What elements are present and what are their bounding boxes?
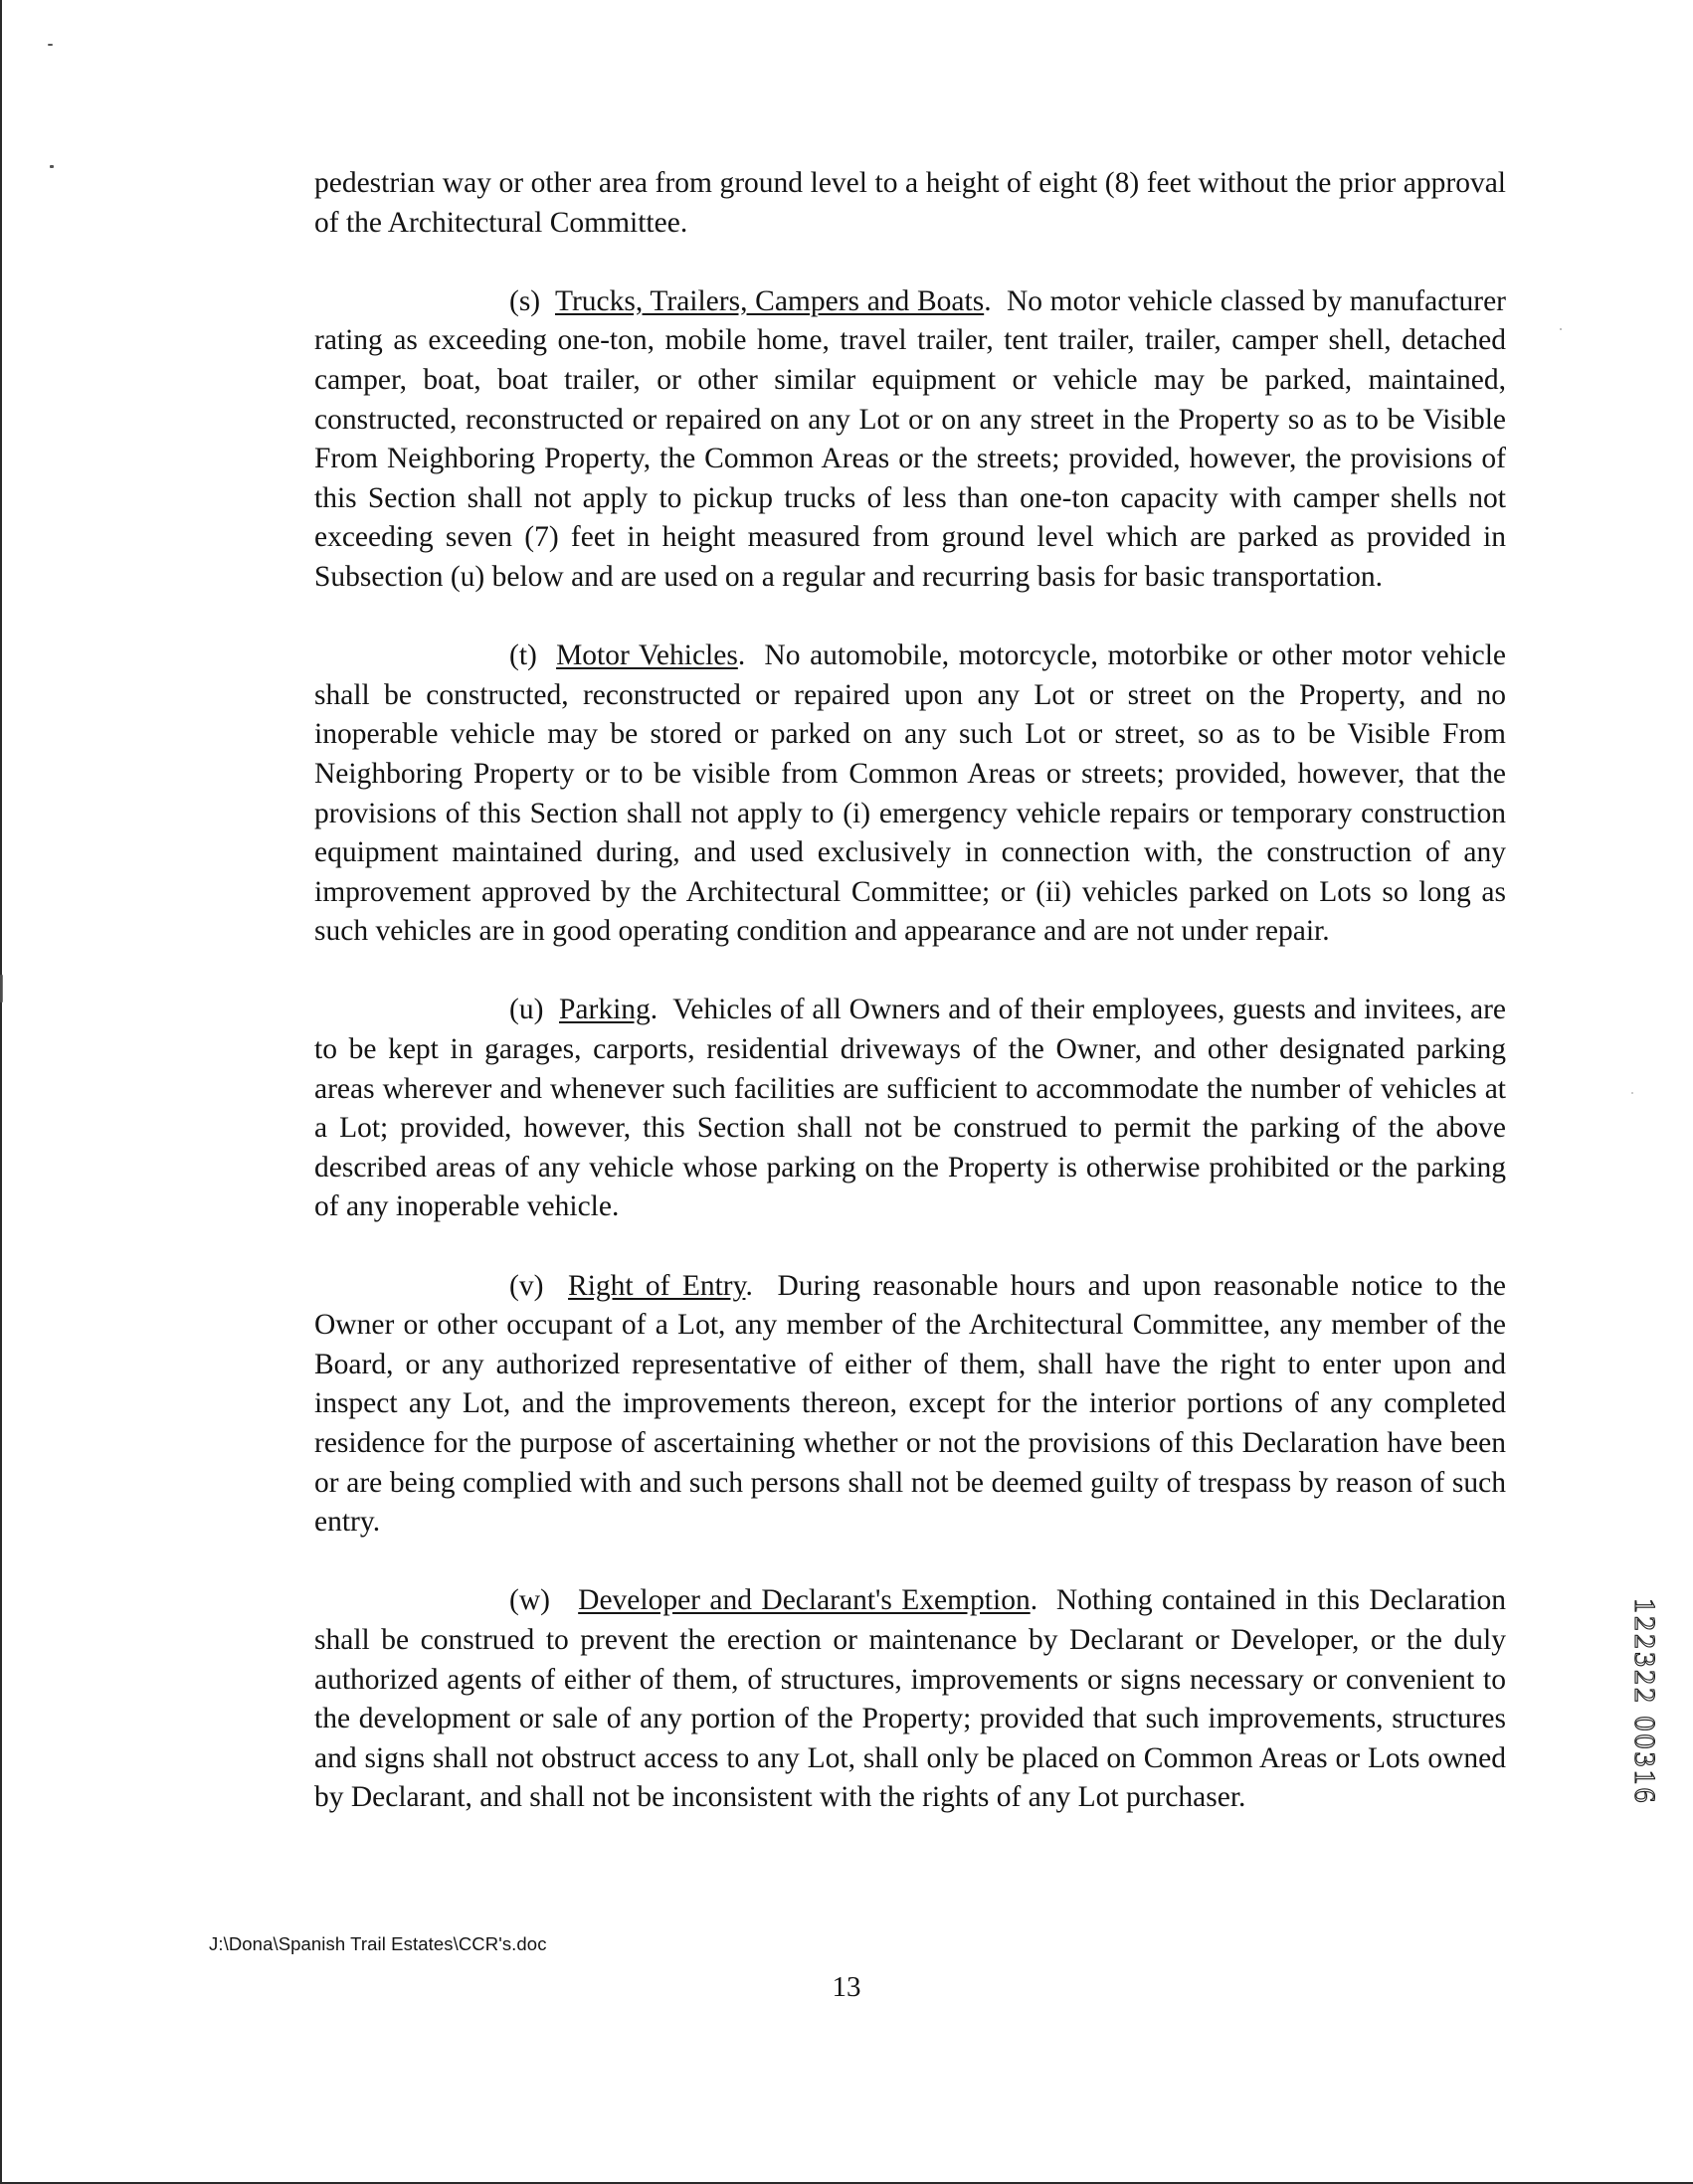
section-text: No motor vehicle classed by manufacturer rating as exceeding one-ton, mobile home, travel trailer, tent trailer, trailer, camper shell, detached camper, boat, boat trailer, or other similar equipment or vehicle may be parked, maintained, constructed, reconstructed or repaired on any Lot or on any street in the Property so as to be Visible From Neighboring Property, the Common Areas or the streets; provided, however, the provisions of this Section shall not apply to pickup trucks of less than one-ton capacity with camper shells not exceeding seven (7) feet in height measured from ground level which are parked as provided in Subsection (u) below and are used on a regular and recurring basis for basic transportation. xyxy=(314,284,1506,593)
section-label: (v) xyxy=(509,1269,544,1302)
section-s: (s) Trucks, Trailers, Campers and Boats. No motor vehicle classed by manufacturer rating as exceeding one-ton, mobile home, travel trailer, tent trailer, trailer, camper shell, detached camper, boat, boat trailer, or other similar equipment or vehicle may be parked, maintained, constructed, reconstructed or repaired on any Lot or on any street in the Property so as to be Visible From Neighboring Property, the Common Areas or the streets; provided, however, the provisions of this Section shall not apply to pickup trucks of less than one-ton capacity with camper shells not exceeding seven (7) feet in height measured from ground level which are parked as provided in Subsection (u) below and are used on a regular and recurring basis for basic transportation. xyxy=(314,284,1506,593)
recording-number: 122322 00316 xyxy=(1628,1598,1661,1806)
scan-speck xyxy=(50,165,54,168)
section-label: (u) xyxy=(509,994,544,1026)
recording-number-stamp xyxy=(1625,1596,1665,1895)
section-u: (u) Parking. Vehicles of all Owners and of their employees, guests and invitees, are to be kept in garages, carports, residential driveways of the Owner, and other designated parking areas wherever and whenever such facilities are sufficient to accommodate the number of vehicles at a Lot; provided, however, this Section shall not be construed to permit the parking of the above described areas of any vehicle whose parking on the Property is otherwise prohibited or the parking of any inoperable vehicle. xyxy=(314,994,1507,1223)
scan-speck xyxy=(1560,328,1562,330)
section-w: (w) Developer and Declarant's Exemption. Nothing contained in this Declaration shall be construed to prevent the erection or maintenance by Declarant or Developer, or the duly authorized agents of either of them, of structures, improvements or signs necessary or convenient to the development or sale of any portion of the Property; provided that such improvements, structures and signs shall not obstruct access to any Lot, shall only be placed on Common Areas or Lots owned by Declarant, and shall not be inconsistent with the rights of any Lot purchaser. xyxy=(314,1584,1507,1814)
file-path-footer: J:\Dona\Spanish Trail Estates\CCR's.doc xyxy=(209,1933,547,1954)
section-text: During reasonable hours and upon reasonable notice to the Owner or other occupant of a Lot, any member of the Architectural Committee, any member of the Board, or any authorized representative of either of them, shall have the right to enter upon and inspect any Lot, and the improvements thereon, except for the interior portions of any completed residence for the purpose of ascertaining whether or not the provisions of this Declaration have been or are being complied with and such persons shall not be deemed guilty of trespass by reason of such entry. xyxy=(314,1269,1507,1539)
section-label: (s) xyxy=(509,284,541,317)
section-heading: Trucks, Trailers, Campers and Boats xyxy=(554,284,985,317)
continuation-text: pedestrian way or other area from ground level to a height of eight (8) feet without the prior approval of the Architectural Committee. xyxy=(314,167,1506,239)
section-heading: Parking xyxy=(559,994,651,1026)
section-t: (t) Motor Vehicles. No automobile, motorcycle, motorbike or other motor vehicle shall be constructed, reconstructed or repaired upon any Lot or street on the Property, and no inoperable vehicle may be stored or parked on any such Lot or street, so as to be Visible From Neighboring Property or to be visible from Common Areas or streets; provided, however, that the provisions of this Section shall not apply to (i) emergency vehicle repairs or temporary construction equipment maintained during, and used exclusively in connection with, the construction of any improvement approved by the Architectural Committee; or (ii) vehicles parked on Lots so long as such vehicles are in good operating condition and appearance and are not under repair. xyxy=(314,639,1506,948)
section-text: Vehicles of all Owners and of their employees, guests and invitees, are to be kept in garages, carports, residential driveways of the Owner, and other designated parking areas wherever and whenever such facilities are sufficient to accommodate the number of vehicles at a Lot; provided, however, this Section shall not be construed to permit the parking of the above described areas of any vehicle whose parking on the Property is otherwise prohibited or the parking of any inoperable vehicle. xyxy=(314,994,1507,1223)
section-label: (w) xyxy=(509,1584,550,1617)
section-text: Nothing contained in this Declaration shall be construed to prevent the erection or maintenance by Declarant or Developer, or the duly authorized agents of either of them, of structures, improvements or signs necessary or convenient to the development or sale of any portion of the Property; provided that such improvements, structures and signs shall not obstruct access to any Lot, shall only be placed on Common Areas or Lots owned by Declarant, and shall not be inconsistent with the rights of any Lot purchaser. xyxy=(314,1584,1507,1814)
document-body xyxy=(314,164,1506,1858)
section-heading: Developer and Declarant's Exemption xyxy=(578,1584,1031,1617)
section-text: No automobile, motorcycle, motorbike or other motor vehicle shall be constructed, reconstructed or repaired upon any Lot or street on the Property, and no inoperable vehicle may be stored or parked on any such Lot or street, so as to be Visible From Neighboring Property or to be visible from Common Areas or streets; provided, however, that the provisions of this Section shall not apply to (i) emergency vehicle repairs or temporary construction equipment maintained during, and used exclusively in connection with, the construction of any improvement approved by the Architectural Committee; or (ii) vehicles parked on Lots so long as such vehicles are in good operating condition and appearance and are not under repair. xyxy=(314,639,1506,948)
scan-speck xyxy=(48,44,53,46)
scan-speck xyxy=(1631,1092,1633,1094)
page-number: 13 xyxy=(832,1971,861,2003)
section-heading: Motor Vehicles xyxy=(556,639,738,672)
section-v: (v) Right of Entry. During reasonable hours and upon reasonable notice to the Owner or other occupant of a Lot, any member of the Architectural Committee, any member of the Board, or any authorized representative of either of them, shall have the right to enter upon and inspect any Lot, and the improvements thereon, except for the interior portions of any completed residence for the purpose of ascertaining whether or not the provisions of this Declaration have been or are being complied with and such persons shall not be deemed guilty of trespass by reason of such entry. xyxy=(314,1269,1507,1539)
section-heading: Right of Entry xyxy=(568,1269,746,1302)
section-label: (t) xyxy=(509,639,537,672)
continuation-paragraph xyxy=(314,164,1506,243)
scan-speck xyxy=(0,975,3,1002)
